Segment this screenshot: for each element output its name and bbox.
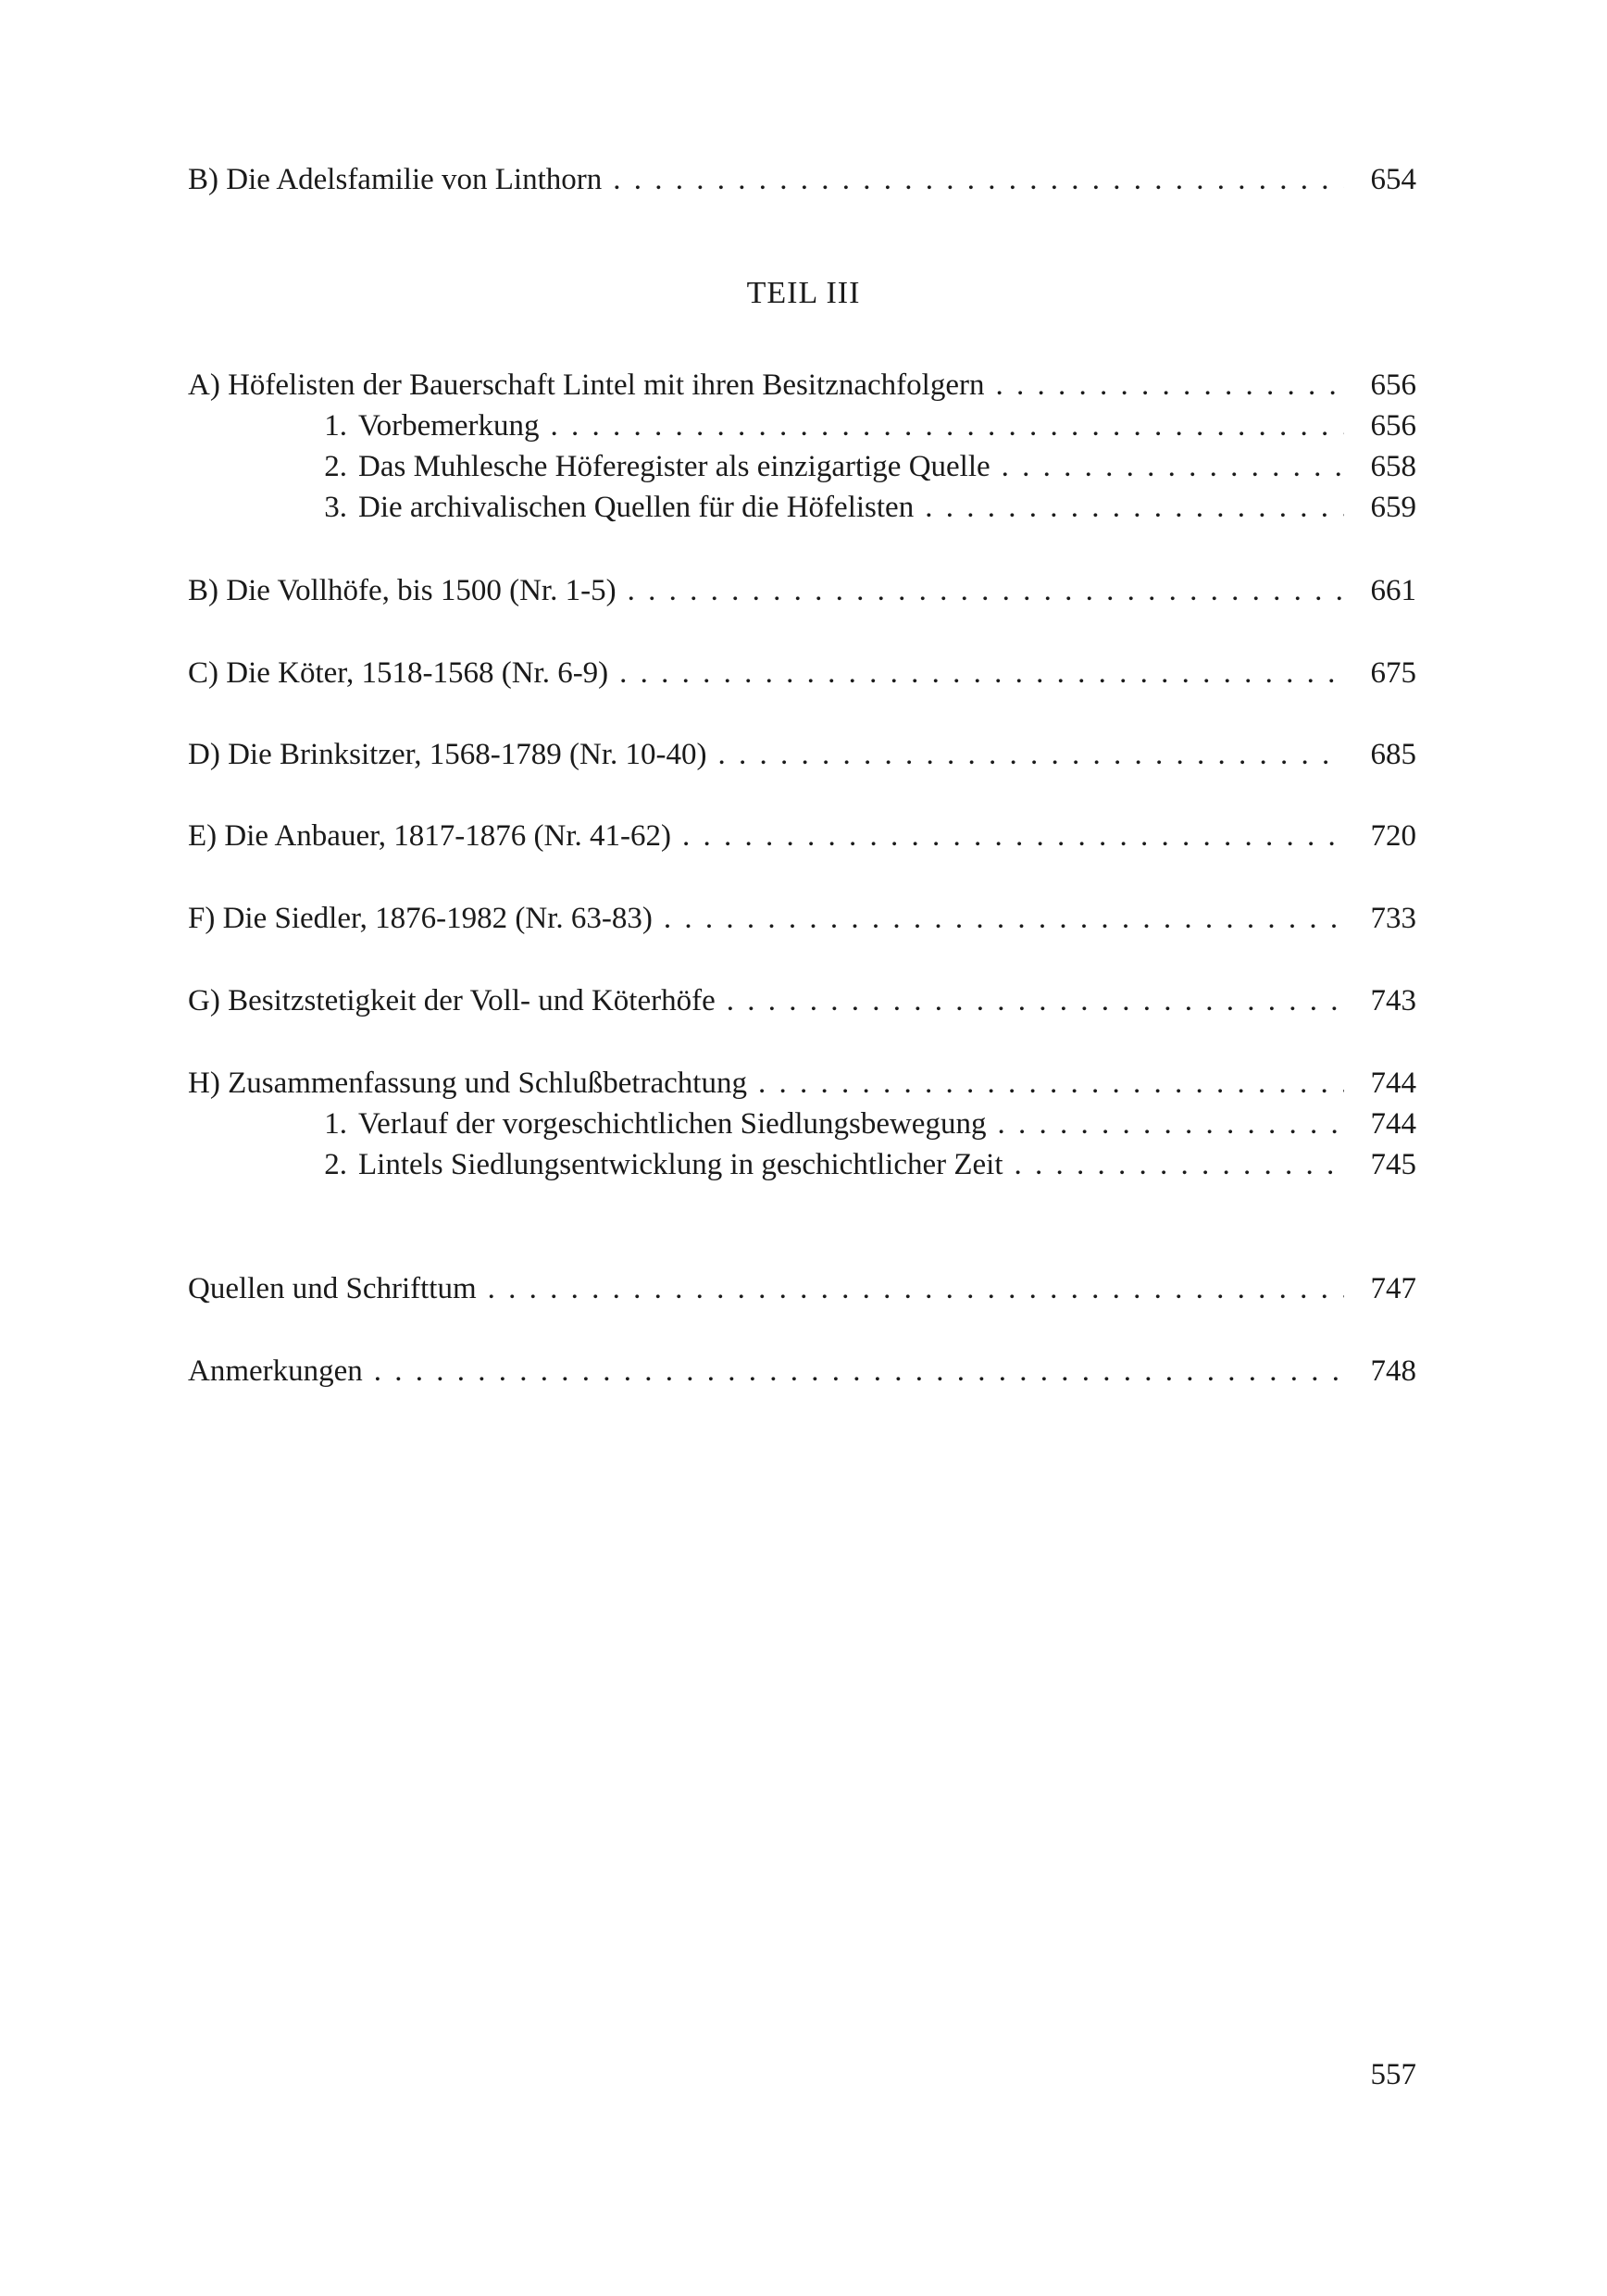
toc-entry-section-e (188, 812, 1416, 860)
toc-subentry-label: Das Muhlesche Höferegister als einzigartige Quelle (358, 450, 990, 483)
toc-entry-adelsfamilie (188, 156, 1416, 204)
toc-entry-page: 744 (1370, 1067, 1416, 1100)
toc-subentry-number: 2. (324, 450, 347, 483)
toc-entry-page: 720 (1370, 819, 1416, 853)
toc-subentry-number: 1. (324, 1107, 347, 1141)
toc-entry-quellen (188, 1265, 1416, 1313)
toc-subentry (305, 1141, 1416, 1189)
toc-entry-section-b (188, 567, 1416, 615)
toc-entry-label: Quellen und Schrifttum (188, 1272, 477, 1305)
dot-leader (664, 894, 1344, 942)
toc-entry-label: G) Besitzstetigkeit der Voll- und Köterhöfe (188, 984, 716, 1017)
page-number: 557 (1370, 2058, 1416, 2091)
toc-entry-page: 743 (1370, 984, 1416, 1017)
toc-entry-page: 654 (1370, 163, 1416, 196)
toc-subentry-label: Lintels Siedlungsentwicklung in geschichtlicher Zeit (358, 1148, 1003, 1181)
toc-entry-page: 685 (1370, 738, 1416, 771)
dot-leader (374, 1347, 1344, 1395)
toc-entry-label: B) Die Adelsfamilie von Linthorn (188, 163, 603, 196)
toc-entry-label: Anmerkungen (188, 1354, 363, 1388)
toc-subentry-page: 745 (1370, 1148, 1416, 1181)
toc-entry-page: 733 (1370, 902, 1416, 935)
toc-subentry-page: 658 (1370, 450, 1416, 483)
toc-entry-label: F) Die Siedler, 1876-1982 (Nr. 63-83) (188, 902, 653, 935)
dot-leader (628, 567, 1344, 615)
toc-entry-page: 661 (1370, 574, 1416, 607)
toc-entry-section-c (188, 649, 1416, 697)
toc-entry-label: E) Die Anbauer, 1817-1876 (Nr. 41-62) (188, 819, 671, 853)
toc-subentry-number: 3. (324, 491, 347, 524)
toc-subentry-label: Verlauf der vorgeschichtlichen Siedlungsbewegung (358, 1107, 987, 1141)
toc-subentry-label: Vorbemerkung (358, 409, 540, 443)
dot-leader (727, 977, 1344, 1025)
toc-subentry-page: 744 (1370, 1107, 1416, 1141)
dot-leader (682, 812, 1344, 860)
toc-subentry-number: 1. (324, 409, 347, 443)
toc-subentry (305, 483, 1416, 531)
dot-leader (619, 649, 1344, 697)
toc-entry-section-g (188, 977, 1416, 1025)
toc-entry-page: 675 (1370, 656, 1416, 690)
toc-subentry-label: Die archivalischen Quellen für die Höfelisten (358, 491, 915, 524)
toc-entry-label: H) Zusammenfassung und Schlußbetrachtung (188, 1067, 747, 1100)
toc-entry-section-f (188, 894, 1416, 942)
toc-subentry-number: 2. (324, 1148, 347, 1181)
toc-entry-label: C) Die Köter, 1518-1568 (Nr. 6-9) (188, 656, 609, 690)
toc-subentry-page: 659 (1370, 491, 1416, 524)
toc-entry-page: 747 (1370, 1272, 1416, 1305)
dot-leader (613, 156, 1344, 204)
toc-entry-label: B) Die Vollhöfe, bis 1500 (Nr. 1-5) (188, 574, 617, 607)
dot-leader (1015, 1141, 1344, 1189)
toc-entry-page: 656 (1370, 368, 1416, 402)
toc-entry-label: D) Die Brinksitzer, 1568-1789 (Nr. 10-40) (188, 738, 707, 771)
dot-leader (488, 1265, 1344, 1313)
toc-entry-anmerkungen (188, 1347, 1416, 1395)
toc-entry-section-d (188, 730, 1416, 779)
dot-leader (717, 730, 1344, 779)
toc-subentry-page: 656 (1370, 409, 1416, 443)
part-heading: TEIL III (746, 276, 861, 310)
toc-entry-page: 748 (1370, 1354, 1416, 1388)
toc-entry-label: A) Höfelisten der Bauerschaft Lintel mit ihren Besitznachfolgern (188, 368, 985, 402)
dot-leader (925, 483, 1344, 531)
